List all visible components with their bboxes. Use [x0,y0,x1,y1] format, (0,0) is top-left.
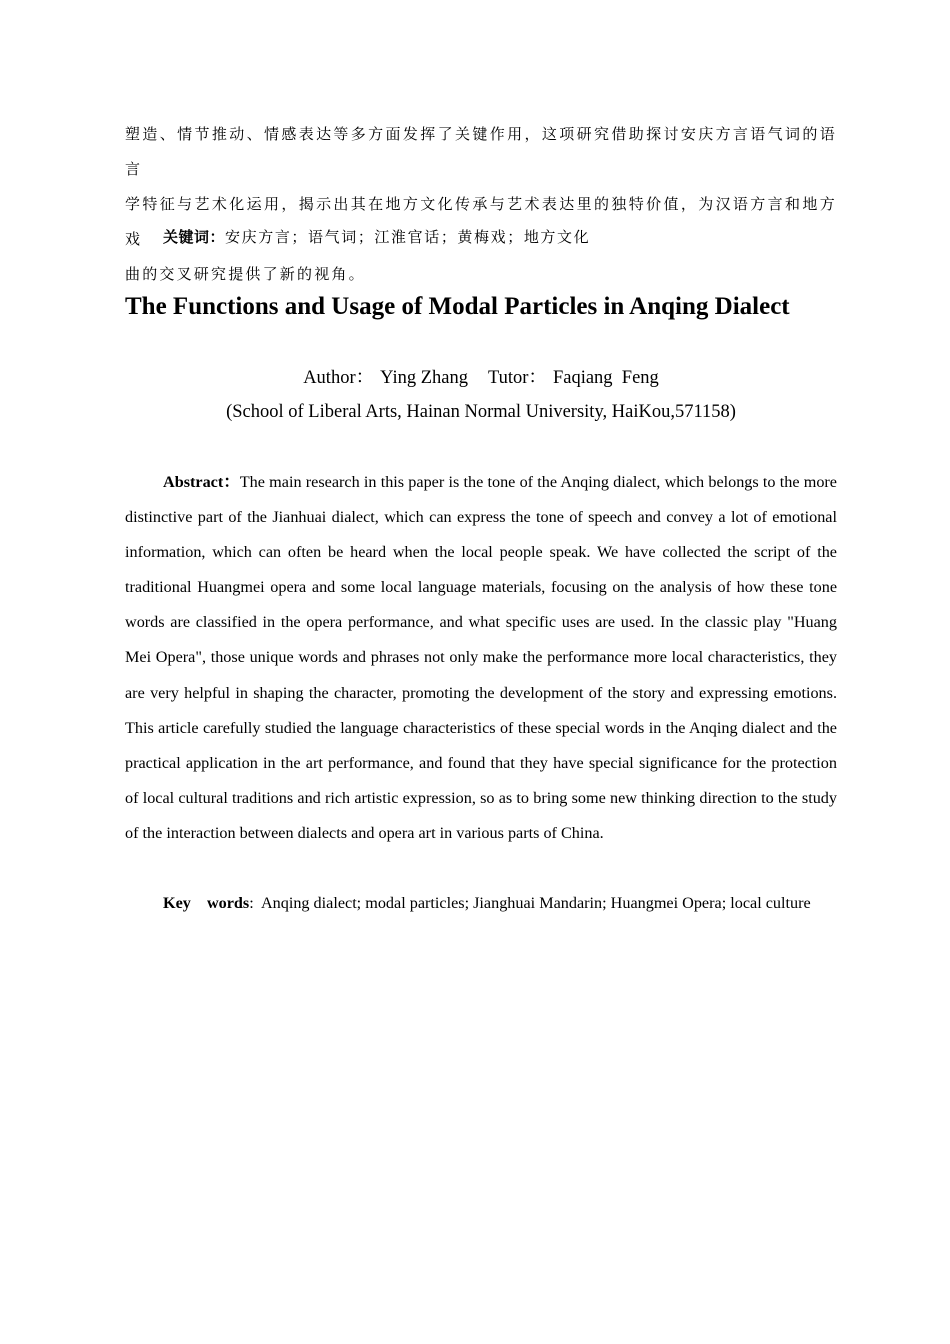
chinese-keywords-text: 安庆方言；语气词；江淮官话；黄梅戏；地方文化 [225,228,591,246]
paper-title: The Functions and Usage of Modal Particles in Anqing Dialect [125,293,790,320]
tutor-label: Tutor： [487,368,547,388]
chinese-abstract-line: 学特征与艺术化运用，揭示出其在地方文化传承与艺术表达里的独特价值，为汉语方言和地方戏 [125,195,837,248]
english-keywords [163,888,811,918]
keywords-text: Anqing dialect; modal particles; Jianghuai Mandarin; Huangmei Opera; local culture [260,894,811,912]
keywords-label: Key words [163,894,250,912]
author-label: Author： [303,368,375,388]
chinese-abstract [125,117,837,292]
author-name: Ying Zhang [380,368,468,388]
chinese-keywords-label: 关键词： [163,228,226,246]
chinese-abstract-line: 曲的交叉研究提供了新的视角。 [125,265,366,283]
tutor-name: Faqiang Feng [552,368,659,388]
english-abstract [125,465,837,851]
abstract-text: The main research in this paper is the tone of the Anqing dialect, which belongs to the more distinctive part of the Jianhuai dialect, which can express the tone of speech and convey a lot of emotional information, which can often be heard when the local people speak. We have collected the script of the traditional Huangmei opera and some local language materials, focusing on the analysis of how these tone words are classified in the opera performance, and what specific uses are used. In the classic play "Huang Mei Opera", those unique words and phrases not only make the performance more local characteristics, they are very helpful in shaping the character, promoting the development of the story and expressing emotions. This article carefully studied the language characteristics of these special words in the Anqing dialect and the practical application in the art performance, and found that they have special significance for the protection of local cultural traditions and rich artistic expression, so as to bring some new thinking direction to the study of the interaction between dialects and opera art in various parts of China. [125,473,837,842]
abstract-label: Abstract： [163,473,240,491]
chinese-abstract-line: 塑造、情节推动、情感表达等多方面发挥了关键作用，这项研究借助探讨安庆方言语气词的语言 [125,125,837,178]
author-line [125,363,837,393]
chinese-keywords [163,222,590,252]
keywords-separator: : [249,894,254,912]
affiliation: (School of Liberal Arts, Hainan Normal University, HaiKou,571158) [226,402,736,422]
